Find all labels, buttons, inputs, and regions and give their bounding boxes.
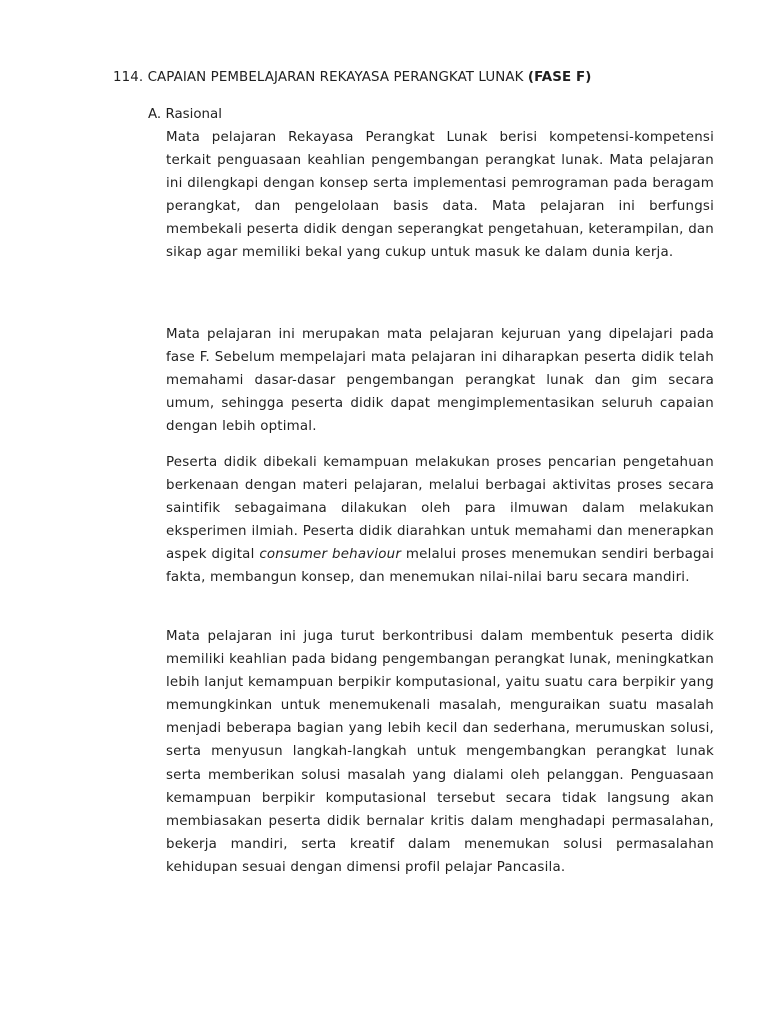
paragraph-4: Mata pelajaran ini juga turut berkontribusi dalam membentuk peserta didik memiliki keahlian pada bidang pengembangan perangkat lunak, meningkatkan lebih lanjut kemampuan berpikir komputasional, yaitu suatu cara berpikir yang memungkinkan untuk menemukenali masalah, menguraikan suatu masalah menjadi beberapa bagian yang lebih kecil dan sederhana, merumuskan solusi, serta menyusun langkah-langkah untuk mengembangkan perangkat lunak serta memberikan solusi masalah yang dialami oleh pelanggan. Penguasaan kemampuan berpikir komputasional tersebut secara tidak langsung akan membiasakan peserta didik bernalar kritis dalam menghadapi permasalahan, bekerja mandiri, serta kreatif dalam menemukan solusi permasalahan kehidupan sesuai dengan dimensi profil pelajar Pancasila. bbox=[166, 629, 714, 875]
section-title: A. Rasional bbox=[148, 107, 222, 122]
heading-title: CAPAIAN PEMBELAJARAN REKAYASA PERANGKAT LUNAK bbox=[147, 70, 524, 85]
document-heading bbox=[113, 69, 591, 87]
paragraph-2: Mata pelajaran ini merupakan mata pelajaran kejuruan yang dipelajari pada fase F. Sebelum mempelajari mata pelajaran ini diharapkan peserta didik telah memahami dasar-dasar pengembangan perangkat lunak dan gim secara umum, sehingga peserta didik dapat mengimplementasikan seluruh capaian dengan lebih optimal. bbox=[166, 327, 714, 435]
paragraph-3 bbox=[166, 451, 714, 590]
paragraph-1: Mata pelajaran Rekayasa Perangkat Lunak berisi kompetensi-kompetensi terkait penguasaan keahlian pengembangan perangkat lunak. Mata pelajaran ini dilengkapi dengan konsep serta implementasi pemrograman pada beragam perangkat, dan pengelolaan basis data. Mata pelajaran ini berfungsi membekali peserta didik dengan seperangkat pengetahuan, keterampilan, dan sikap agar memiliki bekal yang cukup untuk masuk ke dalam dunia kerja. bbox=[166, 130, 714, 261]
paragraph-3-text-end: melalui proses menemukan sendiri berbagai fakta, membangun konsep, dan menemukan nilai-nilai baru secara mandiri. bbox=[166, 547, 715, 586]
paragraph-3-italic-term: consumer behaviour bbox=[259, 547, 402, 563]
heading-phase: (FASE F) bbox=[527, 70, 592, 85]
heading-number: 114. bbox=[113, 70, 144, 85]
paragraph-3-text: Peserta didik dibekali kemampuan melakukan proses pencarian pengetahuan berkenaan dengan materi pelajaran, melalui berbagai aktivitas proses secara saintifik sebagaimana dilakukan oleh para ilmuwan dalam melakukan eksperimen ilmiah. Peserta didik diarahkan untuk memahami dan menerapkan aspek digital bbox=[166, 455, 714, 563]
